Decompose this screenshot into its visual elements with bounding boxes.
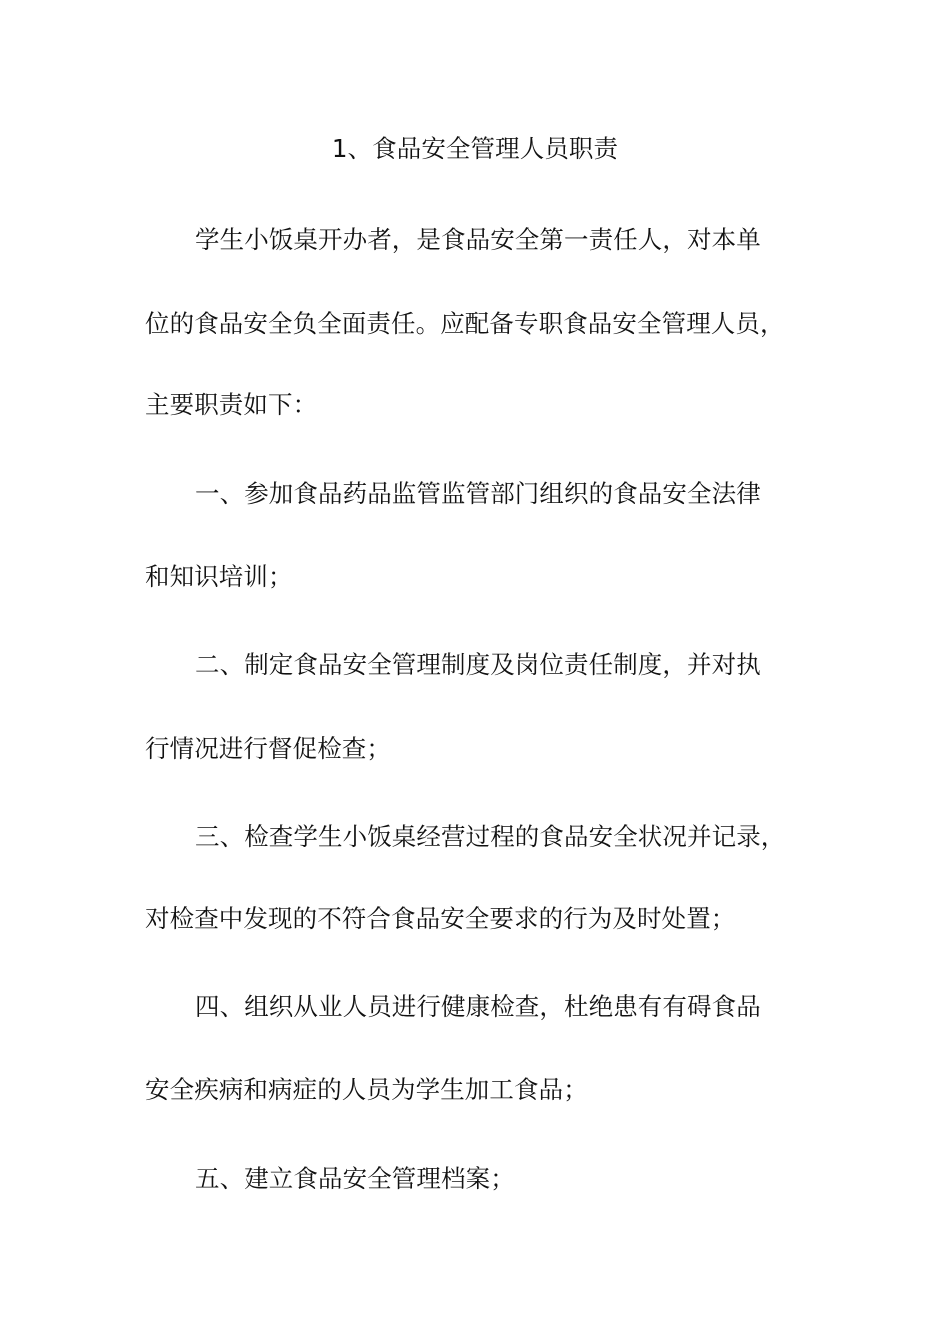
item-3-line-2: 对检查中发现的不符合食品安全要求的行为及时处置； [145, 904, 736, 933]
item-4-line-2: 安全疾病和病症的人员为学生加工食品； [145, 1075, 588, 1104]
item-5-line-1: 五、建立食品安全管理档案； [195, 1164, 515, 1193]
document-title: 1、食品安全管理人员职责 [331, 134, 619, 163]
item-1-line-1: 一、参加食品药品监管监管部门组织的食品安全法律 [195, 479, 761, 508]
item-3-line-1: 三、检查学生小饭桌经营过程的食品安全状况并记录， [195, 822, 786, 851]
intro-line-3: 主要职责如下： [145, 390, 318, 419]
item-1-line-2: 和知识培训； [145, 562, 293, 591]
item-4-line-1: 四、组织从业人员进行健康检查，杜绝患有有碍食品 [195, 992, 761, 1021]
intro-line-1: 学生小饭桌开办者，是食品安全第一责任人，对本单 [195, 225, 761, 254]
item-2-line-1: 二、制定食品安全管理制度及岗位责任制度，并对执 [195, 650, 761, 679]
intro-line-2: 位的食品安全负全面责任。应配备专职食品安全管理人员， [145, 309, 785, 338]
item-2-line-2: 行情况进行督促检查； [145, 734, 391, 763]
